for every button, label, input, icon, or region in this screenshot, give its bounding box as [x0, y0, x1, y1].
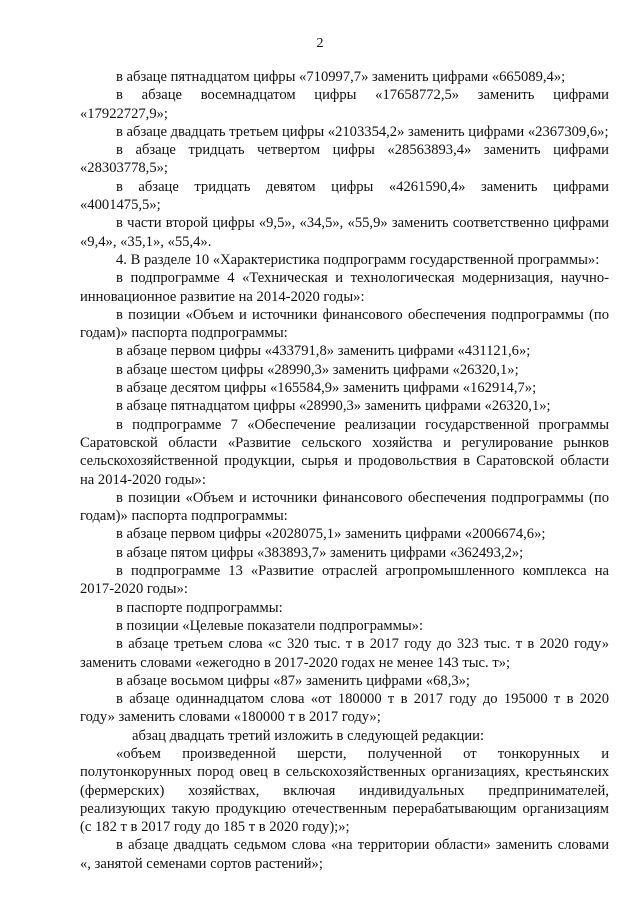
- paragraph: в позиции «Объем и источники финансового обеспечения подпрограммы (по годам)» паспорта подпрограммы:: [80, 489, 609, 525]
- document-body: [80, 68, 609, 873]
- paragraph: в абзаце шестом цифры «28990,3» заменить цифрами «26320,1»;: [116, 361, 519, 378]
- paragraph: в абзаце первом цифры «433791,8» заменить цифрами «431121,6»;: [116, 343, 531, 360]
- paragraph: в позиции «Объем и источники финансового обеспечения подпрограммы (по годам)» паспорта подпрограммы:: [80, 306, 609, 342]
- paragraph: в абзаце двадцать седьмом слова «на территории области» заменить словами «, занятой семенами сортов растений»;: [80, 837, 609, 872]
- paragraph: в абзаце третьем слова «с 320 тыс. т в 2017 году до 323 тыс. т в 2020 году» заменить словами «ежегодно в 2017-2020 годах не менее 143 тыс. т»;: [80, 636, 609, 671]
- paragraph: в абзаце двадцать третьем цифры «2103354,2» заменить цифрами «2367309,6»;: [116, 123, 609, 140]
- paragraph: в позиции «Целевые показатели подпрограммы»:: [116, 617, 424, 634]
- paragraph: в абзаце пятнадцатом цифры «28990,3» заменить цифрами «26320,1»;: [116, 398, 551, 415]
- paragraph: абзац двадцать третий изложить в следующей редакции:: [132, 727, 485, 744]
- quoted-paragraph: «объем произведенной шерсти, полученной от тонкорунных и полутонкорунных пород овец в сельскохозяйственных организациях, крестьянских (фермерских) хозяйствах, включая индивидуальных предпринимателей, реализующих такую продукцию отечественным перерабатывающим организациям (с 182 т в 2017 году до 185 т в 2020 году);»;: [80, 745, 609, 836]
- paragraph: в паспорте подпрограммы:: [116, 599, 283, 616]
- paragraph: в абзаце тридцать четвертом цифры «28563893,4» заменить цифрами «28303778,5»;: [80, 142, 609, 177]
- paragraph: в подпрограмме 13 «Развитие отраслей агропромышленного комплекса на 2017-2020 годы»:: [80, 563, 609, 598]
- paragraph: в абзаце пятнадцатом цифры «710997,7» заменить цифрами «665089,4»;: [116, 69, 566, 85]
- paragraph: в абзаце первом цифры «2028075,1» заменить цифрами «2006674,6»;: [116, 526, 546, 543]
- section-heading: 4. В разделе 10 «Характеристика подпрограмм государственной программы»:: [116, 251, 600, 268]
- page-number: 2: [316, 36, 324, 51]
- paragraph: в абзаце одиннадцатом слова «от 180000 т в 2017 году до 195000 т в 2020 году» заменить словами «180000 т в 2017 году»;: [80, 691, 609, 726]
- paragraph: в абзаце восемнадцатом цифры «17658772,5» заменить цифрами «17922727,9»;: [80, 87, 609, 122]
- paragraph: в абзаце десятом цифры «165584,9» заменить цифрами «162914,7»;: [116, 380, 537, 397]
- paragraph: в части второй цифры «9,5», «34,5», «55,9» заменить соответственно цифрами «9,4», «35,1», «55,4».: [80, 215, 609, 250]
- paragraph: в подпрограмме 7 «Обеспечение реализации государственной программы Саратовской области «Развитие сельского хозяйства и регулирование рынков сельскохозяйственной продукции, сырья и продовольствия в Саратовской области на 2014-2020 годы»:: [80, 416, 609, 488]
- paragraph: в абзаце тридцать девятом цифры «4261590,4» заменить цифрами «4001475,5»;: [80, 178, 609, 214]
- paragraph: в абзаце восьмом цифры «87» заменить цифрами «68,3»;: [116, 672, 470, 689]
- paragraph: в абзаце пятом цифры «383893,7» заменить цифрами «362493,2»;: [116, 544, 524, 561]
- paragraph: в подпрограмме 4 «Техническая и технологическая модернизация, научно-инновационное развитие на 2014-2020 годы»:: [80, 270, 609, 305]
